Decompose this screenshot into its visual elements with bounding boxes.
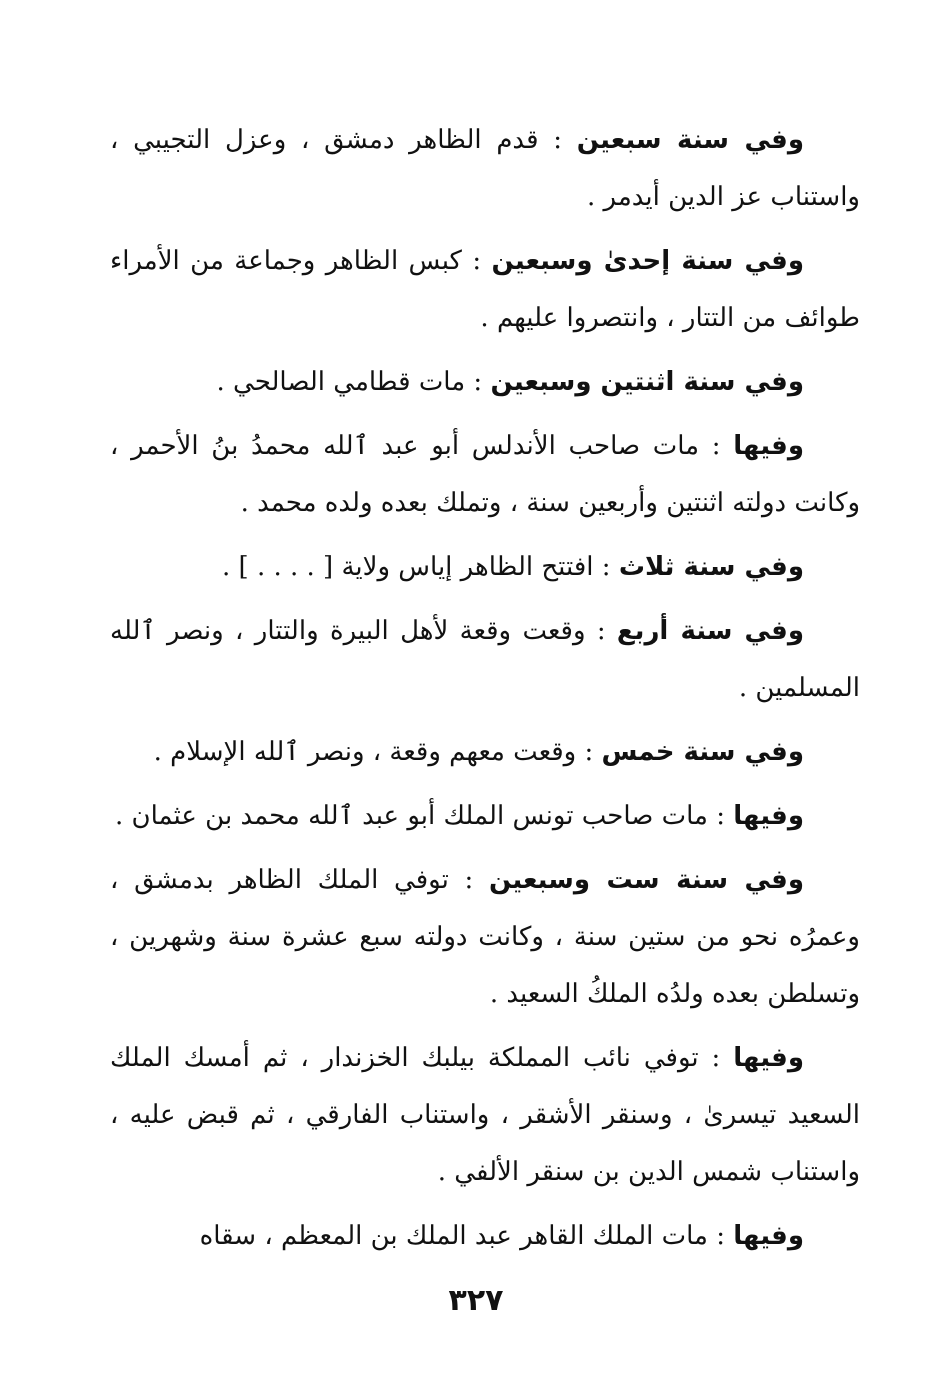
paragraph-year-75-tunis bbox=[110, 788, 860, 845]
paragraph-year-72 bbox=[110, 354, 860, 411]
paragraph-text: : توفي نائب المملكة بيلبك الخزندار ، ثم أمسك الملك السعيد تيسرىٰ ، وسنقر الأشقر ، واستناب الفارقي ، ثم قبض عليه ، واستناب شمس الدين بن سنقر الألفي . bbox=[110, 1043, 860, 1187]
paragraph-lead: وفي سنة سبعين bbox=[576, 125, 804, 155]
paragraph-year-72-andalus bbox=[110, 418, 860, 532]
paragraph-year-76-deputy bbox=[110, 1030, 860, 1201]
paragraph-lead: وفي سنة ثلاث bbox=[618, 552, 804, 582]
paragraph-year-76 bbox=[110, 852, 860, 1023]
paragraph-lead: وفي سنة إحدىٰ وسبعين bbox=[491, 246, 804, 276]
paragraph-year-73 bbox=[110, 539, 860, 596]
paragraph-year-70 bbox=[110, 112, 860, 226]
paragraph-text: : مات صاحب الأندلس أبو عبد ٱلله محمدُ بنُ الأحمر ، وكانت دولته اثنتين وأربعين سنة ، وتملك بعده ولده محمد . bbox=[110, 431, 860, 518]
paragraph-text: : وقعت وقعة لأهل البيرة والتتار ، ونصر ٱلله المسلمين . bbox=[110, 616, 860, 703]
paragraph-lead: وفي سنة ست وسبعين bbox=[488, 865, 804, 895]
paragraph-year-71 bbox=[110, 233, 860, 347]
paragraph-lead: وفيها bbox=[733, 801, 804, 831]
paragraph-text: : مات الملك القاهر عبد الملك بن المعظم ، سقاه bbox=[199, 1221, 734, 1251]
paragraph-text: : كبس الظاهر وجماعة من الأمراء طوائف من التتار ، وانتصروا عليهم . bbox=[110, 246, 860, 333]
paragraph-lead: وفيها bbox=[733, 1043, 804, 1073]
paragraph-year-76-qahir bbox=[110, 1208, 860, 1265]
paragraph-year-75 bbox=[110, 724, 860, 781]
paragraph-lead: وفيها bbox=[733, 1221, 804, 1251]
paragraph-text: : مات صاحب تونس الملك أبو عبد ٱلله محمد بن عثمان . bbox=[114, 801, 734, 831]
paragraph-text: : مات قطامي الصالحي . bbox=[216, 367, 491, 397]
paragraph-lead: وفي سنة اثنتين وسبعين bbox=[490, 367, 804, 397]
page-body bbox=[110, 112, 860, 1272]
paragraph-text: : وقعت معهم وقعة ، ونصر ٱلله الإسلام . bbox=[153, 737, 602, 767]
paragraph-lead: وفيها bbox=[733, 431, 804, 461]
paragraph-lead: وفي سنة خمس bbox=[601, 737, 804, 767]
paragraph-text: : افتتح الظاهر إياس ولاية [ . . . . ] . bbox=[222, 552, 619, 582]
paragraph-lead: وفي سنة أربع bbox=[616, 616, 804, 646]
paragraph-text: : توفي الملك الظاهر بدمشق ، وعمرُه نحو من ستين سنة ، وكانت دولته سبع عشرة سنة وشهرين ، وتسلطن بعده ولدُه الملكُ السعيد . bbox=[110, 865, 860, 1009]
page-number: ٣٢٧ bbox=[448, 1283, 504, 1318]
paragraph-year-74 bbox=[110, 603, 860, 717]
paragraph-text: : قدم الظاهر دمشق ، وعزل التجيبي ، واستناب عز الدين أيدمر . bbox=[110, 125, 860, 212]
